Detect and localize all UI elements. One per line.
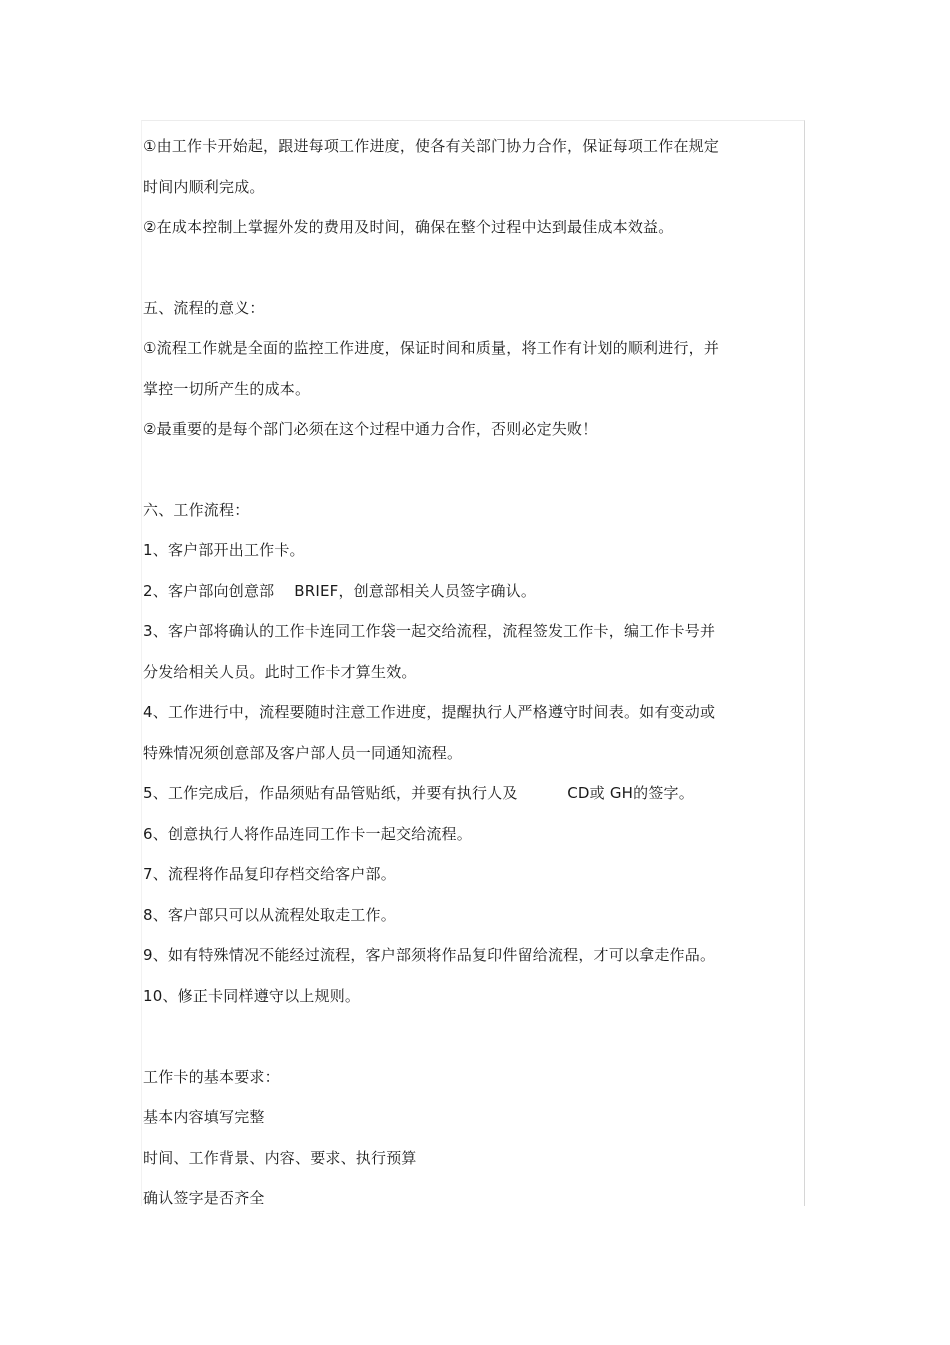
list-item: 8、客户部只可以从流程处取走工作。: [143, 906, 396, 924]
text-line: ②在成本控制上掌握外发的费用及时间，确保在整个过程中达到最佳成本效益。: [143, 218, 674, 236]
list-item: 4、工作进行中，流程要随时注意工作进度，提醒执行人严格遵守时间表。如有变动或: [143, 703, 716, 721]
text-line: ①由工作卡开始起，跟进每项工作进度，使各有关部门协力合作，保证每项工作在规定: [143, 137, 720, 155]
text-line: ②最重要的是每个部门必须在这个过程中通力合作，否则必定失败！: [143, 420, 598, 438]
text-line: 分发给相关人员。此时工作卡才算生效。: [143, 663, 417, 681]
section-heading: 工作卡的基本要求：: [143, 1068, 280, 1086]
text-line: 掌控一切所产生的成本。: [143, 380, 311, 398]
text-line: 特殊情况须创意部及客户部人员一同通知流程。: [143, 744, 463, 762]
section-heading: 五、流程的意义：: [143, 299, 265, 317]
list-item: 6、创意执行人将作品连同工作卡一起交给流程。: [143, 825, 472, 843]
section-heading: 六、工作流程：: [143, 501, 250, 519]
text-line: 确认签字是否齐全: [143, 1189, 265, 1207]
list-item: 1、客户部开出工作卡。: [143, 541, 305, 559]
text-line: 基本内容填写完整: [143, 1108, 265, 1126]
text-line: ①流程工作就是全面的监控工作进度，保证时间和质量，将工作有计划的顺利进行，并: [143, 339, 720, 357]
list-item: 7、流程将作品复印存档交给客户部。: [143, 865, 396, 883]
list-item: 3、客户部将确认的工作卡连同工作袋一起交给流程，流程签发工作卡，编工作卡号并: [143, 622, 716, 640]
list-item: 2、客户部向创意部 BRIEF，创意部相关人员签字确认。: [143, 582, 537, 600]
list-item: 9、如有特殊情况不能经过流程，客户部须将作品复印件留给流程，才可以拿走作品。: [143, 946, 716, 964]
text-line: 时间内顺利完成。: [143, 178, 265, 196]
list-item: 5、工作完成后，作品须贴有品管贴纸，并要有执行人及 CD或 GH的签字。: [143, 784, 694, 802]
list-item: 10、修正卡同样遵守以上规则。: [143, 987, 361, 1005]
text-line: 时间、工作背景、内容、要求、执行预算: [143, 1149, 417, 1167]
